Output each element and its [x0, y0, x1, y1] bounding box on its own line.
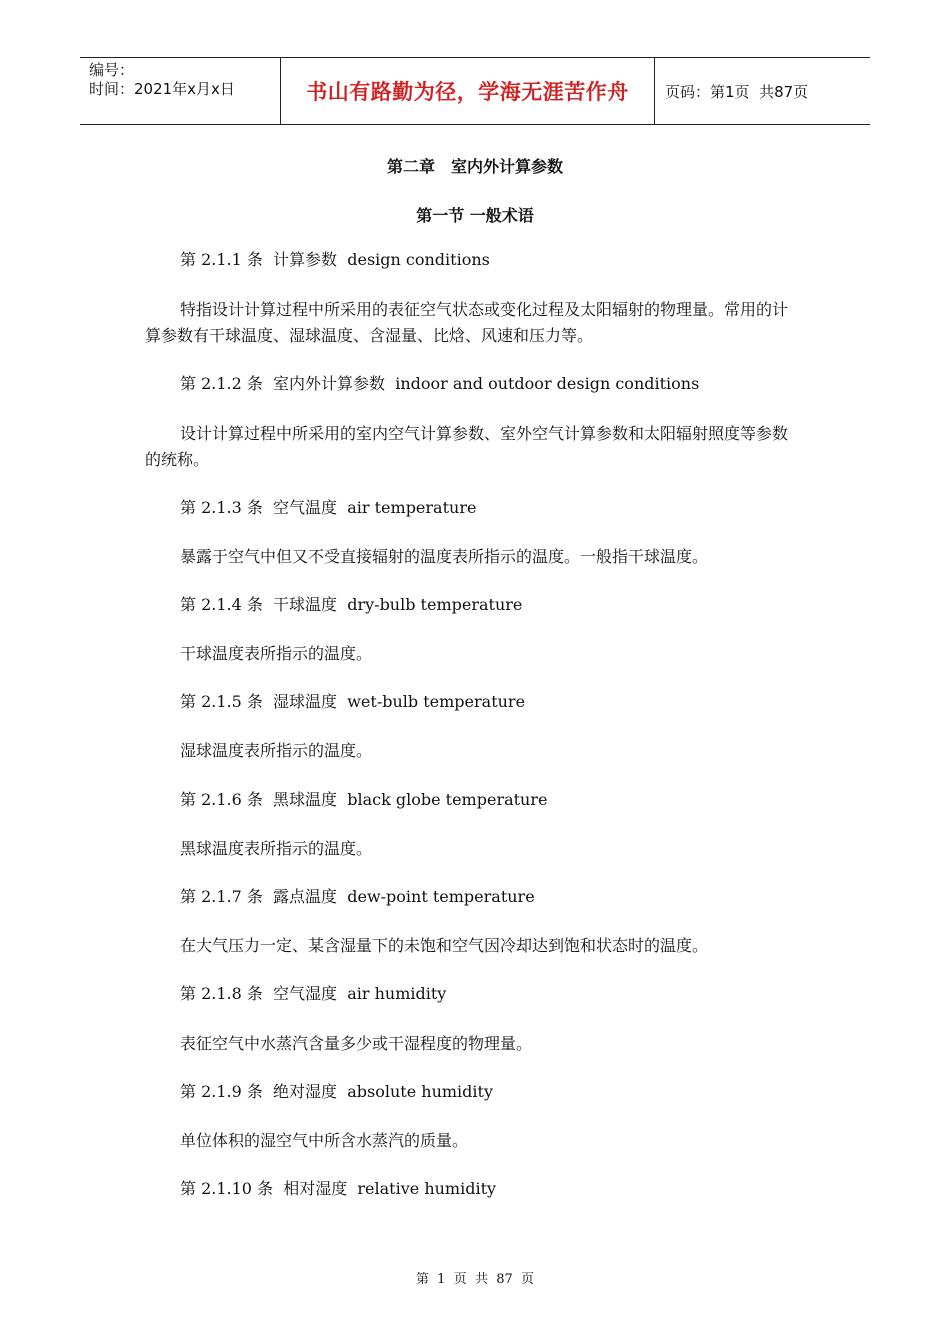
chapter-title: 第二章 室内外计算参数	[386, 157, 563, 176]
term-heading: 第 2.1.1 条 计算参数 design conditions	[180, 250, 490, 269]
header-page-info-text: 页码：第1页 共87页	[665, 82, 809, 101]
term-heading: 第 2.1.6 条 黑球温度 black globe temperature	[180, 790, 548, 809]
term-definition: 干球温度表所指示的温度。	[180, 644, 373, 663]
term-definition: 表征空气中水蒸汽含量多少或干湿程度的物理量。	[180, 1034, 533, 1053]
page-header	[80, 57, 870, 125]
term-definition: 湿球温度表所指示的温度。	[180, 741, 373, 760]
header-page-info	[655, 58, 870, 124]
term-heading: 第 2.1.9 条 绝对湿度 absolute humidity	[180, 1082, 493, 1101]
term-heading: 第 2.1.10 条 相对湿度 relative humidity	[180, 1179, 497, 1198]
document-time-label: 时间：2021年x月x日	[89, 80, 235, 98]
term-heading: 第 2.1.4 条 干球温度 dry-bulb temperature	[180, 595, 523, 614]
page-footer: 第 1 页 共 87 页	[415, 1272, 535, 1287]
term-definition: 单位体积的湿空气中所含水蒸汽的质量。	[180, 1131, 469, 1150]
header-motto: 书山有路勤为径，学海无涯苦作舟	[281, 58, 655, 124]
term-definition: 在大气压力一定、某含湿量下的未饱和空气因冷却达到饱和状态时的温度。	[180, 936, 709, 955]
term-definition: 暴露于空气中但又不受直接辐射的温度表所指示的温度。一般指干球温度。	[180, 547, 709, 566]
header-meta	[80, 58, 281, 124]
term-definition: 黑球温度表所指示的温度。	[180, 839, 373, 858]
term-heading: 第 2.1.2 条 室内外计算参数 indoor and outdoor design conditions	[180, 374, 700, 393]
term-definition: 特指设计计算过程中所采用的表征空气状态或变化过程及太阳辐射的物理量。常用的计算参数有干球温度、湿球温度、含湿量、比焓、风速和压力等。	[145, 300, 789, 345]
term-heading: 第 2.1.5 条 湿球温度 wet-bulb temperature	[180, 692, 526, 711]
document-number-label: 编号：	[89, 61, 135, 79]
term-heading: 第 2.1.3 条 空气温度 air temperature	[180, 498, 477, 517]
term-heading: 第 2.1.8 条 空气湿度 air humidity	[180, 984, 447, 1003]
term-heading: 第 2.1.7 条 露点温度 dew-point temperature	[180, 887, 535, 906]
section-title: 第一节 一般术语	[416, 206, 534, 225]
term-definition: 设计计算过程中所采用的室内空气计算参数、室外空气计算参数和太阳辐射照度等参数的统称。	[145, 424, 789, 469]
